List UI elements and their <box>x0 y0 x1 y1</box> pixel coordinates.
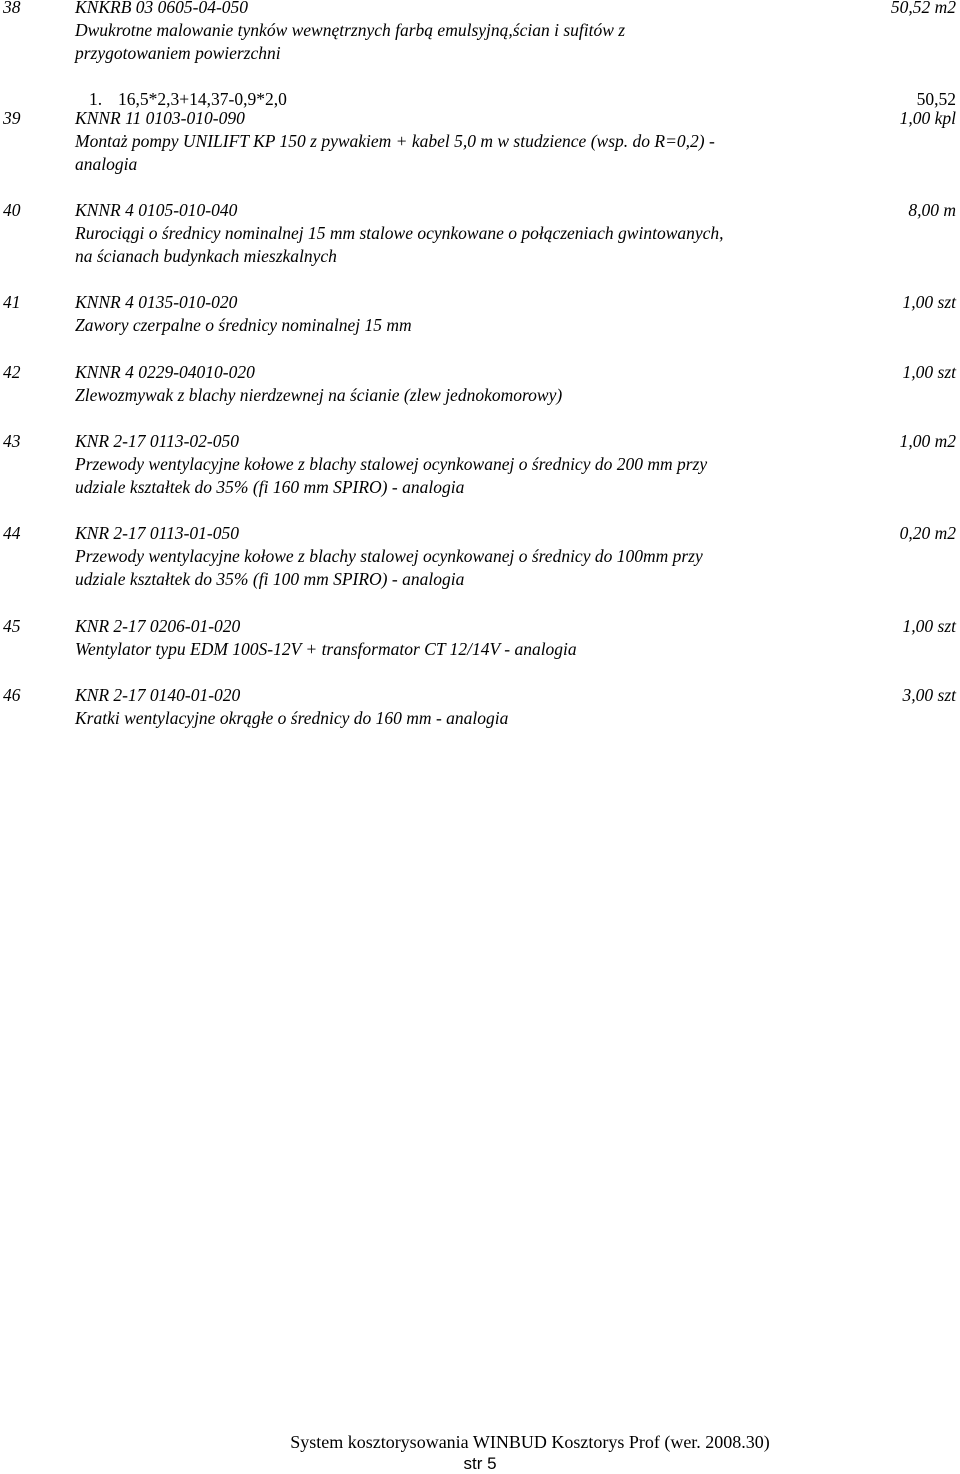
item-quantity: 50,52 m2 <box>890 0 956 17</box>
item-description-line: Zlewozmywak z blachy nierdzewnej na ścianie (zlew jednokomorowy) <box>75 385 563 405</box>
item-quantity: 1,00 szt <box>902 616 956 636</box>
calculation-expression: 16,5*2,3+14,37-0,9*2,0 <box>118 89 287 109</box>
item-description-line: Zawory czerpalne o średnicy nominalnej 15 mm <box>75 315 412 335</box>
item-code: KNR 2-17 0113-02-050 <box>75 431 239 451</box>
item-description-line: Montaż pompy UNILIFT KP 150 z pywakiem + kabel 5,0 m w studzience (wsp. do R=0,2) - <box>75 131 715 151</box>
item-description-line: Kratki wentylacyjne okrągłe o średnicy do 160 mm - analogia <box>75 708 509 728</box>
item-description-line: udziale kształtek do 35% (fi 100 mm SPIRO) - analogia <box>75 569 465 589</box>
item-number: 38 <box>3 0 21 17</box>
footer-system-name: System kosztorysowania WINBUD Kosztorys Prof (wer. 2008.30) <box>290 1432 770 1452</box>
item-description-line: Przewody wentylacyjne kołowe z blachy stalowej ocynkowanej o średnicy do 200 mm przy <box>75 454 708 474</box>
item-number: 41 <box>3 292 21 312</box>
item-code: KNR 2-17 0113-01-050 <box>75 523 239 543</box>
item-code: KNNR 11 0103-010-090 <box>75 108 245 128</box>
item-number: 40 <box>3 200 21 220</box>
item-quantity: 1,00 m2 <box>899 431 956 451</box>
item-code: KNNR 4 0105-010-040 <box>75 200 238 220</box>
item-description-line: Przewody wentylacyjne kołowe z blachy stalowej ocynkowanej o średnicy do 100mm przy <box>75 546 703 566</box>
item-description-line: udziale kształtek do 35% (fi 160 mm SPIRO) - analogia <box>75 477 465 497</box>
item-code: KNNR 4 0135-010-020 <box>75 292 238 312</box>
item-number: 39 <box>3 108 21 128</box>
calculation-index: 1. <box>89 89 103 109</box>
item-description-line: analogia <box>75 154 138 174</box>
item-quantity: 0,20 m2 <box>899 523 956 543</box>
item-description-line: Rurociągi o średnicy nominalnej 15 mm stalowe ocynkowane o połączeniach gwintowanych, <box>75 223 724 243</box>
item-number: 44 <box>3 523 21 543</box>
item-number: 46 <box>3 685 21 705</box>
item-description-line: Wentylator typu EDM 100S-12V + transformator CT 12/14V - analogia <box>75 639 577 659</box>
item-description-line: Dwukrotne malowanie tynków wewnętrznych farbą emulsyjną,ścian i sufitów z <box>75 20 626 40</box>
page-number: str 5 <box>463 1454 497 1473</box>
item-number: 43 <box>3 431 21 451</box>
item-quantity: 3,00 szt <box>902 685 956 705</box>
item-quantity: 1,00 szt <box>902 362 956 382</box>
item-description-line: na ścianach budynkach mieszkalnych <box>75 246 337 266</box>
item-code: KNNR 4 0229-04010-020 <box>75 362 255 382</box>
item-code: KNR 2-17 0206-01-020 <box>75 616 241 636</box>
item-quantity: 1,00 kpl <box>899 108 956 128</box>
item-code: KNR 2-17 0140-01-020 <box>75 685 241 705</box>
item-number: 45 <box>3 616 21 636</box>
calculation-value: 50,52 <box>916 89 956 109</box>
item-number: 42 <box>3 362 21 382</box>
item-quantity: 8,00 m <box>908 200 956 220</box>
item-description-line: przygotowaniem powierzchni <box>75 43 281 63</box>
item-quantity: 1,00 szt <box>902 292 956 312</box>
item-code: KNKRB 03 0605-04-050 <box>75 0 249 17</box>
